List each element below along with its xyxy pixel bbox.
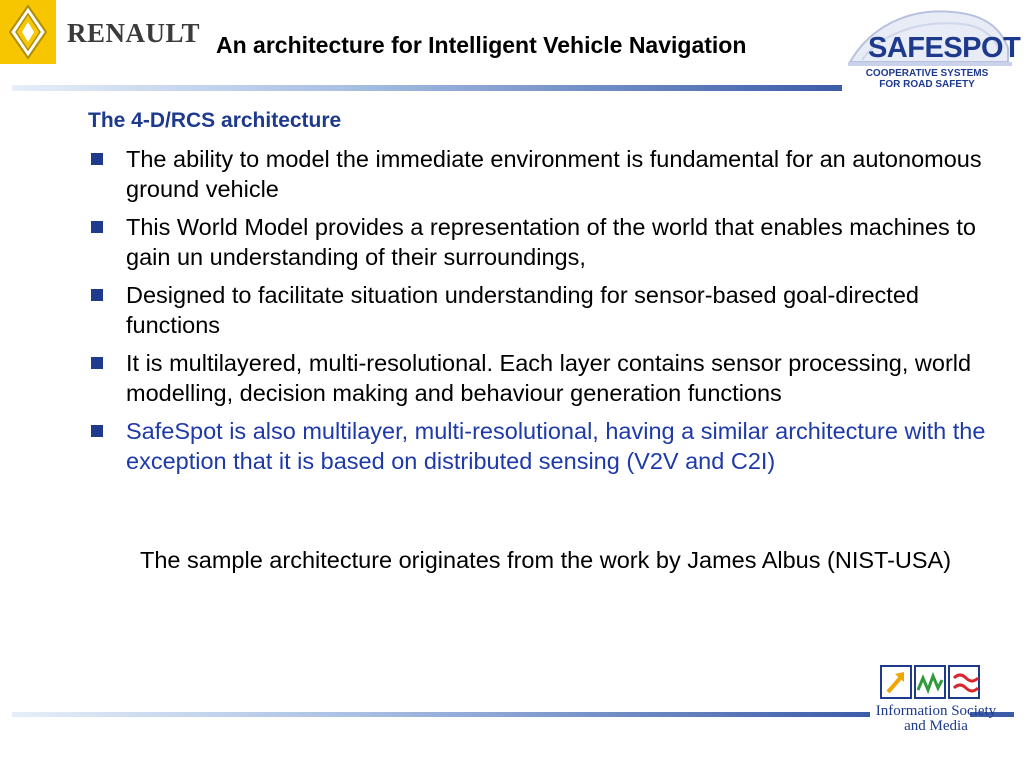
bullet-text: The ability to model the immediate environment is fundamental for an autonomous ground vehicle <box>126 146 982 202</box>
source-note: The sample architecture originates from the work by James Albus (NIST-USA) <box>140 547 952 573</box>
slide-title: An architecture for Intelligent Vehicle Navigation <box>216 32 747 58</box>
ism-logo-text <box>866 704 1006 734</box>
bullet-item-highlight <box>88 416 988 476</box>
bullet-text: Designed to facilitate situation understanding for sensor-based goal-directed functions <box>126 282 919 338</box>
renault-brand-text: RENAULT <box>67 18 201 48</box>
section-heading: The 4-D/RCS architecture <box>88 109 342 132</box>
bullet-item <box>88 144 988 204</box>
header-divider <box>12 85 842 91</box>
square-bullet-icon <box>91 289 103 301</box>
bullet-text: It is multilayered, multi-resolutional. Each layer contains sensor processing, world modelling, decision making and behaviour generation functions <box>126 350 972 406</box>
bullet-text: SafeSpot is also multilayer, multi-resolutional, having a similar architecture with the exception that it is based on distributed sensing (V2V and C2I) <box>126 418 986 474</box>
square-bullet-icon <box>91 221 103 233</box>
bullet-item <box>88 348 988 408</box>
safespot-brand-text: SAFESPOT <box>868 32 1021 64</box>
bullet-item <box>88 280 988 340</box>
bullet-item <box>88 212 988 272</box>
footer-divider <box>12 712 870 717</box>
square-bullet-icon <box>91 153 103 165</box>
safespot-tagline-line-1: COOPERATIVE SYSTEMS <box>865 68 989 79</box>
ism-logo-icon <box>880 662 980 702</box>
bullet-text: This World Model provides a representation of the world that enables machines to gain un understanding of their surroundings, <box>126 214 976 270</box>
safespot-tagline-line-2: FOR ROAD SAFETY <box>879 79 975 90</box>
square-bullet-icon <box>91 425 103 437</box>
square-bullet-icon <box>91 357 103 369</box>
renault-diamond-icon <box>0 0 56 64</box>
ism-logo-line-2: and Media <box>904 718 968 734</box>
bullet-list <box>88 144 988 484</box>
safespot-tagline <box>862 68 992 90</box>
ism-logo-line-1: Information Society <box>875 703 997 719</box>
